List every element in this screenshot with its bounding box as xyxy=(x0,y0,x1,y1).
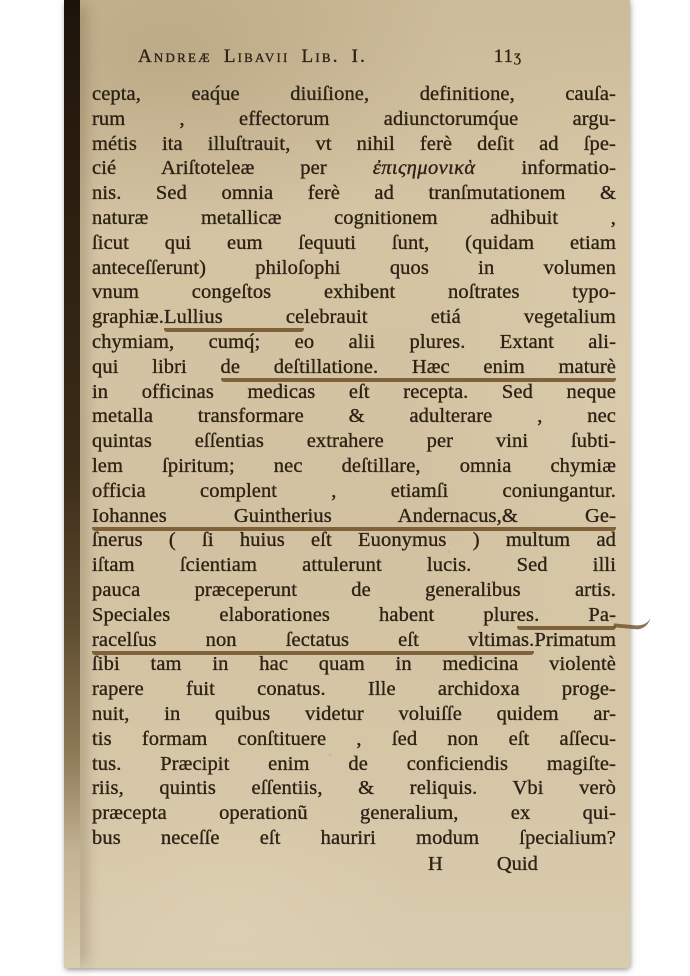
running-head xyxy=(92,44,616,70)
text-segment: informatio- xyxy=(475,157,617,180)
text-segment: qui libri xyxy=(92,355,221,378)
text-line xyxy=(92,801,616,826)
text-line xyxy=(92,132,616,157)
catchline xyxy=(92,852,616,877)
text-segment: iſtam ſcientiam attulerunt lucis. Sed illi xyxy=(92,554,616,577)
text-line xyxy=(92,727,616,752)
ink-underlined-text: racelſus non ſectatus eſt vltimas. xyxy=(92,629,534,655)
ink-underlined-text: Iohannes Guintherius Andernacus,& Ge- xyxy=(92,505,616,531)
text-segment: anteceſſerunt) philoſophi quos in volumen xyxy=(92,256,616,279)
text-line xyxy=(92,652,616,677)
text-line xyxy=(92,206,616,231)
text-segment: præcepta operationũ generalium, ex qui- xyxy=(92,802,616,825)
text-line xyxy=(92,776,616,801)
ink-underlined-text: es. Pa- xyxy=(517,604,616,630)
text-segment: rum , effectorum adiunctorumq́ue argu- xyxy=(92,107,616,130)
text-line xyxy=(92,578,616,603)
text-segment: nis. Sed omnia ferè ad tranſmutationem & xyxy=(92,182,616,205)
text-line xyxy=(92,305,616,330)
text-line xyxy=(92,702,616,727)
text-line xyxy=(92,256,616,281)
body-lines xyxy=(92,82,616,851)
page-number: 11ʒ xyxy=(493,46,522,67)
text-segment: cepta, eaq́ue diuiſione, definitione, cauſa- xyxy=(92,83,616,105)
text-segment: pauca præceperunt de generalibus artis. xyxy=(92,578,616,601)
text-line xyxy=(92,628,616,653)
text-segment: ſibi tam in hac quam in medicina violentè xyxy=(92,653,616,676)
text-line xyxy=(92,82,616,107)
text-segment: ſnerus ( ſi huius eſt Euonymus ) multum ad xyxy=(92,529,616,552)
text-segment: lem ſpiritum; nec deſtillare, omnia chymiæ xyxy=(92,454,616,477)
text-line xyxy=(92,107,616,132)
text-line xyxy=(92,553,616,578)
text-line xyxy=(92,603,616,628)
text-line xyxy=(92,454,616,479)
text-line xyxy=(92,355,616,380)
underline-flourish xyxy=(613,611,650,630)
text-segment: riis, quintis eſſentiis, & reliquis. Vbi verò xyxy=(92,777,616,800)
text-line xyxy=(92,826,616,851)
text-line xyxy=(92,181,616,206)
text-line xyxy=(92,504,616,529)
text-segment: bus neceſſe eſt hauriri modum ſpecialium? xyxy=(92,826,616,849)
catchword: Quid xyxy=(496,852,538,875)
text-segment: Speciales elaborationes habent plur xyxy=(92,603,517,626)
text-segment: lebrauit etiá vegetalium xyxy=(304,306,616,329)
text-segment: Primatum xyxy=(534,628,616,651)
text-segment: métis ita illuſtrauit, vt nihil ferè deſit ad ſpe- xyxy=(92,132,616,155)
text-segment: naturæ metallicæ cognitionem adhibuit , xyxy=(92,206,616,229)
text-line xyxy=(92,752,616,777)
ink-underlined-text: de deſtillatione. Hæc enim maturè xyxy=(221,356,616,382)
text-segment: officia complent , etiamſi coniungantur. xyxy=(92,479,616,502)
text-line xyxy=(92,429,616,454)
text-line xyxy=(92,330,616,355)
text-line xyxy=(92,280,616,305)
text-segment: chymiam, cumq́; eo alii plures. Extant ali- xyxy=(92,330,616,353)
text-line xyxy=(92,528,616,553)
text-line xyxy=(92,156,616,181)
running-title: Andreæ Libavii Lib. I. xyxy=(138,46,368,67)
ink-underlined-text: Lullius ce xyxy=(164,306,304,332)
signature-mark: H xyxy=(428,852,443,875)
text-segment: in officinas medicas eſt recepta. Sed neque xyxy=(92,380,616,403)
text-line xyxy=(92,380,616,405)
text-segment: vnum congeſtos exhibent noſtrates typo- xyxy=(92,281,616,304)
text-segment: rapere fuit conatus. Ille archidoxa proge- xyxy=(92,678,616,701)
text-line xyxy=(92,479,616,504)
text-segment: cié Ariſtoteleæ per xyxy=(92,157,373,180)
text-segment: graphiæ. xyxy=(92,306,164,329)
text-segment: metalla transformare & adulterare , nec xyxy=(92,405,616,428)
text-segment: ſicut qui eum ſequuti ſunt, (quidam etiam xyxy=(92,231,616,254)
text-segment: tis formam conſtituere , ſed non eſt aſſecu- xyxy=(92,727,616,750)
text-segment: quintas eſſentias extrahere per vini ſubti- xyxy=(92,430,616,453)
text-line xyxy=(92,231,616,256)
text-segment: ἐπιςημονικὰ xyxy=(372,157,476,180)
text-line xyxy=(92,677,616,702)
text-segment: tus. Præcipit enim de conficiendis magiſte- xyxy=(92,752,616,775)
book-page xyxy=(64,0,630,968)
text-line xyxy=(92,404,616,429)
text-segment: nuit, in quibus videtur voluiſſe quidem ar- xyxy=(92,702,616,725)
page-content xyxy=(64,0,630,968)
